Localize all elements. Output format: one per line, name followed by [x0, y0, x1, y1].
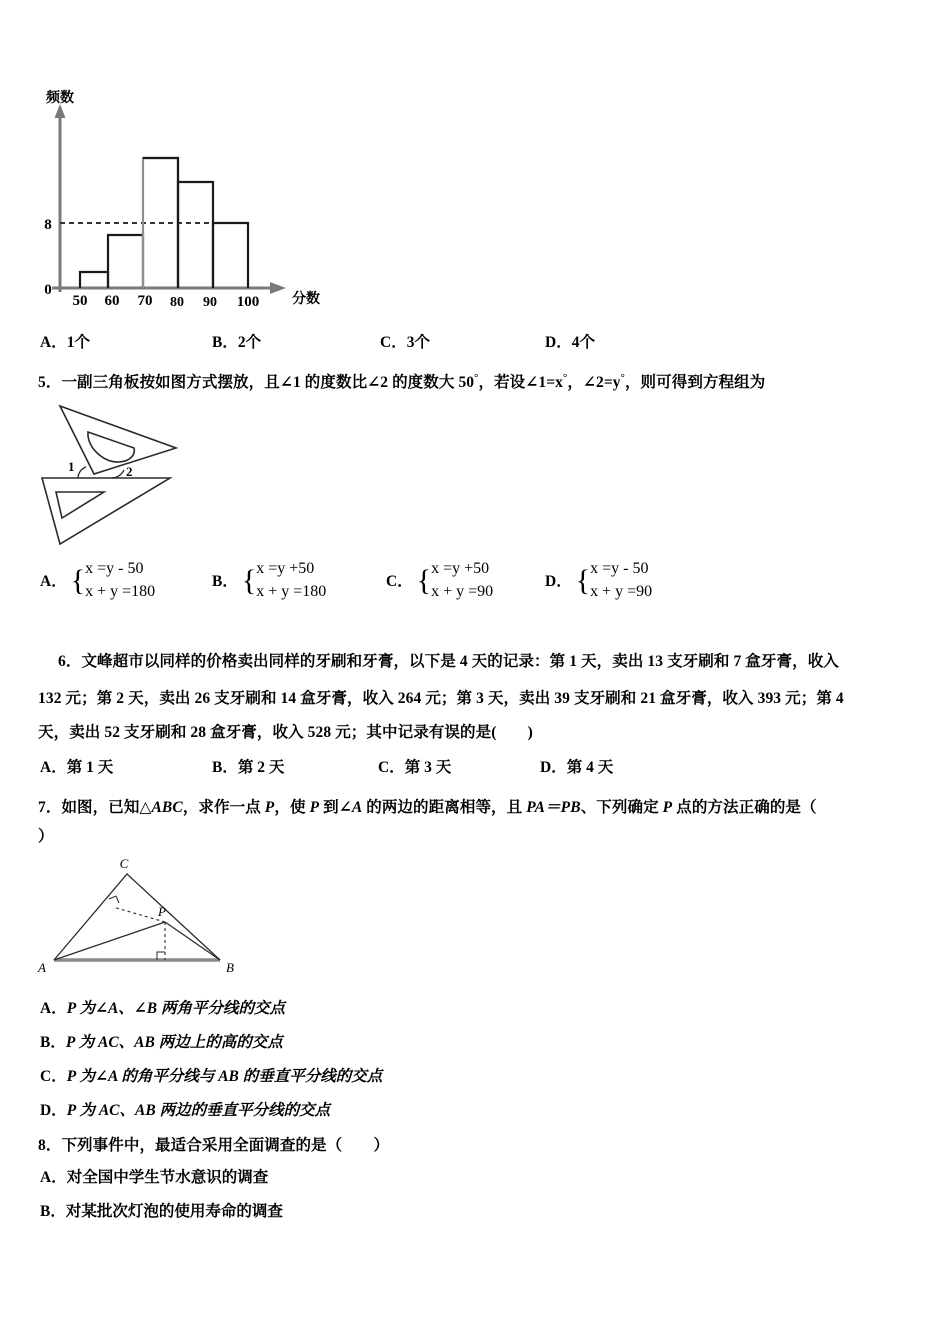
q7-stem-c: ，求作一点 — [182, 799, 265, 816]
q6-option-c[interactable] — [378, 755, 451, 777]
q4-option-d-label: D． — [545, 334, 572, 351]
upper-set-square-outer — [60, 406, 176, 474]
q5-option-d-line1: x =y - 50 — [590, 560, 649, 577]
upper-set-square-inner — [88, 432, 134, 462]
q7-option-b-label: B． — [40, 1034, 66, 1051]
q5-option-c-equations — [431, 557, 493, 603]
q5-option-d-label: D． — [545, 573, 572, 591]
q6-option-b[interactable] — [212, 755, 284, 777]
histogram-bar-80-90 — [178, 182, 213, 288]
q6-option-a-text: 第 1 天 — [66, 759, 114, 776]
q5-option-c-line2: x + y =90 — [431, 583, 494, 601]
triangle-rulers-svg — [38, 396, 258, 556]
frequency-histogram — [36, 89, 336, 310]
histogram-bar-60-70 — [108, 235, 143, 288]
q5-degree-3: ° — [620, 372, 625, 384]
histogram-svg — [36, 89, 336, 310]
q7-stem-p2: P — [309, 799, 320, 816]
q7-option-a-label: A． — [40, 1000, 67, 1017]
q6-option-d[interactable] — [540, 755, 613, 777]
q5-option-b-equations — [256, 557, 326, 603]
x-tick-50: 50 — [72, 293, 88, 309]
q5-degree-1: ° — [474, 372, 479, 384]
q7-option-a[interactable] — [40, 996, 285, 1018]
q7-stem-abc: ABC — [151, 799, 183, 816]
q5-option-a[interactable] — [40, 557, 155, 603]
lower-set-square-inner — [56, 492, 104, 518]
triangle-abc-svg — [30, 852, 265, 980]
x-tick-70: 70 — [137, 293, 153, 309]
q5-option-c-line1: x =y +50 — [431, 560, 490, 577]
q6-option-d-label: D． — [540, 759, 567, 776]
x-tick-90: 90 — [203, 295, 217, 310]
q5-option-b-line2: x + y =180 — [256, 583, 327, 601]
q5-option-b-label: B． — [212, 573, 238, 591]
q5-option-d-equations — [590, 557, 652, 603]
y-axis-arrow — [55, 104, 66, 118]
vertex-label-c: C — [119, 856, 129, 871]
q6-option-b-label: B． — [212, 759, 238, 776]
q7-option-b-text: P 为 AC、AB 两边上的高的交点 — [65, 1034, 283, 1051]
q6-option-a-label: A． — [40, 759, 67, 776]
right-angle-mark-ac — [109, 896, 119, 903]
q5-option-d-brace: { — [575, 564, 591, 598]
vertex-label-a: A — [38, 960, 46, 975]
q6-option-c-label: C． — [378, 759, 405, 776]
vertex-label-b: B — [226, 960, 234, 975]
q7-option-d[interactable] — [40, 1098, 330, 1120]
q8-option-a-label: A． — [40, 1169, 67, 1186]
x-axis-arrow — [270, 282, 286, 294]
q7-stem-m: 点的方法正确的是（ — [672, 799, 817, 816]
q4-option-d-text: 4个 — [571, 334, 595, 351]
q8-option-a[interactable] — [40, 1165, 268, 1187]
q6-stem-line2: 132 元；第 2 天，卖出 26 支牙刷和 14 盒牙膏，收入 264 元；第 3 天，卖出 39 支牙刷和 21 盒牙膏，收入 393 元；第 4 — [38, 690, 844, 707]
q5-stem-part4: ，则可得到方程组为 — [624, 374, 766, 391]
q7-stem-a2: A — [351, 799, 363, 816]
q7-stem-k: 、下列确定 — [580, 799, 663, 816]
q5-option-b[interactable] — [212, 557, 326, 603]
q6-option-d-text: 第 4 天 — [566, 759, 614, 776]
q7-stem-p3: P — [662, 799, 673, 816]
y-tick-8: 8 — [44, 217, 52, 233]
q5-option-a-label: A． — [40, 573, 67, 591]
q8-option-b[interactable] — [40, 1199, 283, 1221]
q7-stem-pa-pb: PA＝PB — [526, 799, 581, 816]
q7-option-c-label: C． — [40, 1068, 67, 1085]
q5-option-c-brace: { — [416, 564, 432, 598]
triangle-rulers-figure — [38, 396, 258, 556]
q5-option-a-brace: { — [70, 564, 86, 598]
q7-stem-line2: ） — [38, 828, 54, 845]
angle-2-label: 2 — [126, 464, 133, 479]
q7-stem-i: 的两边的距离相等，且 — [362, 799, 527, 816]
q5-stem-part1: 一副三角板按如图方式摆放，且∠1 的度数比∠2 的度数大 50 — [61, 374, 475, 391]
q4-option-c-text: 3个 — [406, 334, 430, 351]
q7-option-d-label: D． — [40, 1102, 67, 1119]
q8-stem: 8．下列事件中，最适合采用全面调查的是（ ） — [38, 1137, 390, 1154]
q4-option-c-label: C． — [380, 334, 407, 351]
q5-option-b-line1: x =y +50 — [256, 560, 315, 577]
q4-option-a-label: A． — [40, 334, 67, 351]
q5-stem-part2: ，若设∠1=x — [478, 374, 563, 391]
q7-stem-p1: P — [264, 799, 275, 816]
q6-stem-line1: 6．文峰超市以同样的价格卖出同样的牙刷和牙膏，以下是 4 天的记录：第 1 天，卖出 13 支牙刷和 7 盒牙膏，收入 — [58, 653, 839, 670]
q4-option-c[interactable] — [380, 330, 430, 352]
x-tick-60: 60 — [104, 293, 120, 309]
q5-option-d[interactable] — [545, 557, 652, 603]
q7-stem-e: ，使 — [274, 799, 310, 816]
q6-option-c-text: 第 3 天 — [404, 759, 452, 776]
angle-1-label: 1 — [68, 459, 75, 474]
q4-option-b-text: 2个 — [237, 334, 262, 351]
q5-degree-2: ° — [563, 372, 568, 384]
q8-option-b-text: 对某批次灯泡的使用寿命的调查 — [65, 1203, 283, 1220]
q5-option-d-line2: x + y =90 — [590, 583, 653, 601]
q7-option-a-text: P 为∠A、∠B 两角平分线的交点 — [66, 1000, 285, 1017]
q6-stem-line3: 天，卖出 52 支牙刷和 28 盒牙膏，收入 528 元；其中记录有误的是( ) — [38, 724, 533, 741]
q6-option-a[interactable] — [40, 755, 113, 777]
q5-option-b-brace: { — [241, 564, 257, 598]
q8-option-b-label: B． — [40, 1203, 66, 1220]
x-tick-100: 100 — [236, 294, 260, 310]
q5-option-a-equations — [85, 557, 155, 603]
angle-1-arc — [78, 467, 86, 478]
y-axis-label: 频数 — [46, 89, 74, 105]
q5-number: 5． — [38, 374, 62, 391]
x-tick-80: 80 — [170, 295, 184, 310]
angle-2-arc — [112, 470, 124, 478]
q4-option-d[interactable] — [545, 330, 595, 352]
q7-option-c[interactable] — [40, 1064, 382, 1086]
triangle-abc-figure — [30, 852, 265, 980]
x-axis-label: 分数 — [292, 290, 320, 306]
q5-stem-part3: ，∠2=y — [567, 374, 621, 391]
vertex-label-p: P — [158, 904, 166, 919]
q7-stem-g: 到∠ — [319, 799, 352, 816]
q4-option-a[interactable] — [40, 330, 90, 352]
q7-stem-line1 — [38, 793, 817, 822]
q5-option-c-label: C． — [386, 573, 413, 591]
q4-option-b[interactable] — [212, 330, 261, 352]
q5-option-a-line2: x + y =180 — [85, 583, 156, 601]
segment-pb — [165, 922, 220, 960]
q5-option-c[interactable] — [386, 557, 493, 603]
q4-option-b-label: B． — [212, 334, 238, 351]
histogram-bar-90-100 — [213, 223, 248, 288]
q6-option-b-text: 第 2 天 — [237, 759, 285, 776]
q7-option-d-text: P 为 AC、AB 两边的垂直平分线的交点 — [66, 1102, 331, 1119]
histogram-bar-50-60 — [80, 272, 108, 288]
q7-option-c-text: P 为∠A 的角平分线与 AB 的垂直平分线的交点 — [66, 1068, 383, 1085]
q5-stem — [38, 368, 765, 397]
q7-option-b[interactable] — [40, 1030, 283, 1052]
triangle-abc-outline — [54, 874, 220, 960]
q8-option-a-text: 对全国中学生节水意识的调查 — [66, 1169, 269, 1186]
q4-option-a-text: 1个 — [66, 334, 90, 351]
q5-option-a-line1: x =y - 50 — [85, 560, 144, 577]
y-tick-0: 0 — [44, 282, 52, 298]
q7-stem-a: 7．如图，已知△ — [38, 799, 152, 816]
